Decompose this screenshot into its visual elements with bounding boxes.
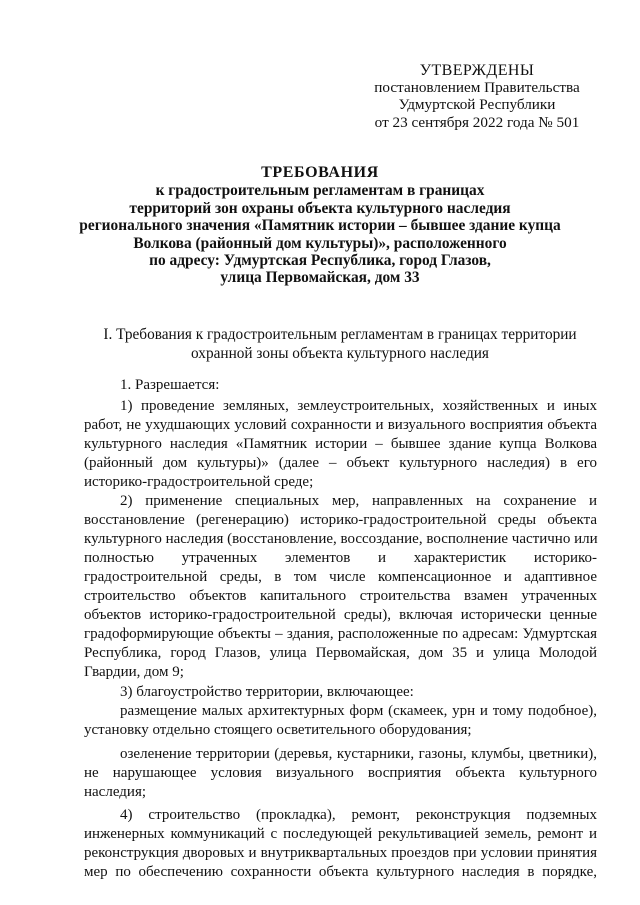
paragraph-line: не нарушающее условия визуального восприятия объекта культурного: [84, 765, 597, 781]
title-line: территорий зон охраны объекта культурного наследия: [129, 199, 511, 217]
paragraph-line: 3) благоустройство территории, включающее:: [120, 684, 414, 700]
paragraph-line: историко-градостроительной среде;: [84, 474, 314, 490]
paragraph-line: градостроительной среды, в том числе компенсационное и адаптивное: [84, 569, 597, 585]
title-line: Волкова (районный дом культуры)», расположенного: [133, 234, 507, 252]
paragraph-line: строительство объектов капитального строительства взамен утраченных: [84, 588, 597, 604]
paragraph-line: Республика, город Глазов, улица Первомайская, дом 35 и улица Молодой: [84, 645, 597, 661]
paragraph-line: 1. Разрешается:: [120, 377, 220, 393]
paragraph-line: инженерных коммуникаций с последующей рекультивацией земель, ремонт и: [84, 826, 597, 842]
paragraph-line: полностью утраченных элементов и характеристик историко-: [84, 550, 597, 566]
paragraph-line: 2) применение специальных мер, направленных на сохранение и: [120, 493, 597, 509]
paragraph-line: размещение малых архитектурных форм (скамеек, урн и тому подобное),: [120, 703, 597, 719]
paragraph-line: 4) строительство (прокладка), ремонт, реконструкция подземных: [120, 807, 597, 823]
title-line: улица Первомайская, дом 33: [220, 269, 420, 287]
approval-line: Удмуртской Республики: [398, 96, 556, 114]
paragraph-line: культурного наследия «Памятник истории – бывшее здание купца Волкова: [84, 436, 597, 452]
title-line: по адресу: Удмуртская Республика, город Глазов,: [149, 252, 491, 270]
title-main: ТРЕБОВАНИЯ: [261, 164, 379, 181]
title-line: регионального значения «Памятник истории – бывшее здание купца: [79, 217, 561, 235]
paragraph-line: озеленение территории (деревья, кустарники, газоны, клумбы, цветники),: [120, 746, 597, 762]
paragraph-line: 1) проведение земляных, землеустроительных, хозяйственных и иных: [120, 398, 597, 414]
paragraph-line: восстановление (регенерацию) историко-градостроительной среды объекта: [84, 512, 597, 528]
paragraph-line: культурного наследия (восстановление, воссоздание, восполнение частично или: [84, 531, 598, 547]
paragraph-line: объектов историко-градостроительной среды), включая исторически ценные: [84, 607, 597, 623]
section-heading-line: I. Требования к градостроительным регламентам в границах территории: [103, 326, 577, 343]
paragraph-line: мер по обеспечению сохранности объекта культурного наследия в порядке,: [84, 864, 597, 880]
paragraph-line: (районный дом культуры)» (далее – объект культурного наследия) в его: [84, 455, 597, 471]
approval-line: постановлением Правительства: [374, 79, 580, 97]
paragraph-line: Гвардии, дом 9;: [84, 664, 184, 680]
approval-heading: УТВЕРЖДЕНЫ: [419, 62, 535, 79]
paragraph-line: установку отдельно стоящего осветительного оборудования;: [84, 722, 472, 738]
approval-line: от 23 сентября 2022 года № 501: [374, 113, 580, 131]
paragraph-line: работ, не ухудшающих условий сохранности и визуального восприятия объекта: [84, 417, 597, 433]
paragraph-line: наследия;: [84, 784, 147, 800]
section-heading-line: охранной зоны объекта культурного наследия: [191, 344, 489, 362]
paragraph-line: реконструкция дворовых и внутриквартальных проездов при условии принятия: [84, 845, 597, 861]
title-line: к градостроительным регламентам в границах: [155, 182, 485, 200]
paragraph-line: градоформирующие объекты – здания, расположенные по адресам: Удмуртская: [84, 626, 597, 642]
